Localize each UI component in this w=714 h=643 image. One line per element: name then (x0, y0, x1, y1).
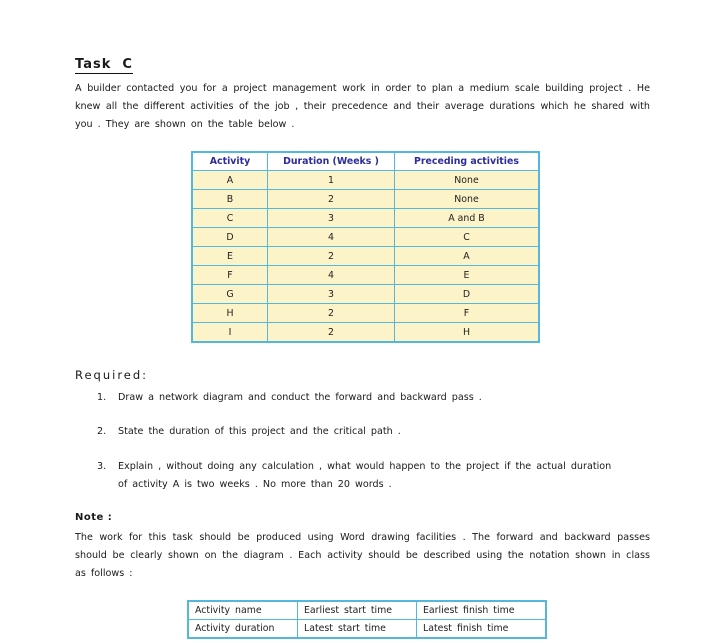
preceding-cell: None (395, 171, 540, 190)
table-row (192, 209, 539, 228)
preceding-cell: E (395, 266, 540, 285)
activity-cell: C (192, 209, 268, 228)
activity-cell: I (192, 323, 268, 343)
notation-cell: Latest start time (298, 620, 417, 639)
intro-paragraph: A builder contacted you for a project management work in order to plan a medium scale building project . He knew all the different activities of the job , their precedence and their average durations which he shared with you . They are shown on the table below . (75, 83, 650, 130)
table-row (192, 171, 539, 190)
notation-cell: Earliest finish time (417, 601, 547, 620)
duration-cell: 1 (268, 171, 395, 190)
required-item-1 (97, 389, 647, 407)
header-duration: Duration (Weeks ) (268, 152, 395, 171)
preceding-cell: H (395, 323, 540, 343)
activities-table (191, 151, 540, 343)
table-row (192, 323, 539, 343)
table-row (192, 247, 539, 266)
required-item-number: 3. (97, 461, 107, 472)
activity-cell: B (192, 190, 268, 209)
notation-cell: Latest finish time (417, 620, 547, 639)
note-paragraph: The work for this task should be produced using Word drawing facilities . The forward and backward passes should be clearly shown on the diagram . Each activity should be described using the notation shown in class as follows : (75, 532, 650, 579)
duration-cell: 3 (268, 209, 395, 228)
required-item-text: State the duration of this project and the critical path . (118, 426, 401, 437)
duration-cell: 2 (268, 304, 395, 323)
duration-cell: 4 (268, 228, 395, 247)
duration-cell: 2 (268, 247, 395, 266)
preceding-cell: None (395, 190, 540, 209)
activity-cell: A (192, 171, 268, 190)
required-item-2 (97, 423, 647, 441)
required-item-number: 1. (97, 392, 107, 403)
activity-cell: F (192, 266, 268, 285)
table-row (188, 601, 546, 620)
table-row (192, 228, 539, 247)
duration-cell: 4 (268, 266, 395, 285)
notation-cell: Activity duration (188, 620, 298, 639)
header-activity: Activity (192, 152, 268, 171)
required-item-text: Draw a network diagram and conduct the forward and backward pass . (118, 392, 482, 403)
required-heading: Required: (75, 368, 149, 382)
activity-cell: D (192, 228, 268, 247)
notation-cell: Earliest start time (298, 601, 417, 620)
table-row (188, 620, 546, 639)
preceding-cell: F (395, 304, 540, 323)
duration-cell: 3 (268, 285, 395, 304)
task-title: Task C (75, 57, 133, 72)
preceding-cell: A (395, 247, 540, 266)
preceding-cell: D (395, 285, 540, 304)
note-heading: Note : (75, 512, 113, 523)
notation-cell: Activity name (188, 601, 298, 620)
notation-table (187, 600, 547, 639)
table-header-row (192, 152, 539, 171)
table-row (192, 190, 539, 209)
table-row (192, 285, 539, 304)
required-item-text: Explain , without doing any calculation , what would happen to the project if the actual duration of activity A is two weeks . No more than 20 words . (118, 461, 612, 490)
header-preceding: Preceding activities (395, 152, 540, 171)
preceding-cell: C (395, 228, 540, 247)
preceding-cell: A and B (395, 209, 540, 228)
table-row (192, 304, 539, 323)
activity-cell: H (192, 304, 268, 323)
required-item-3 (97, 458, 617, 493)
table-row (192, 266, 539, 285)
duration-cell: 2 (268, 323, 395, 343)
required-item-number: 2. (97, 426, 107, 437)
duration-cell: 2 (268, 190, 395, 209)
activity-cell: E (192, 247, 268, 266)
activity-cell: G (192, 285, 268, 304)
